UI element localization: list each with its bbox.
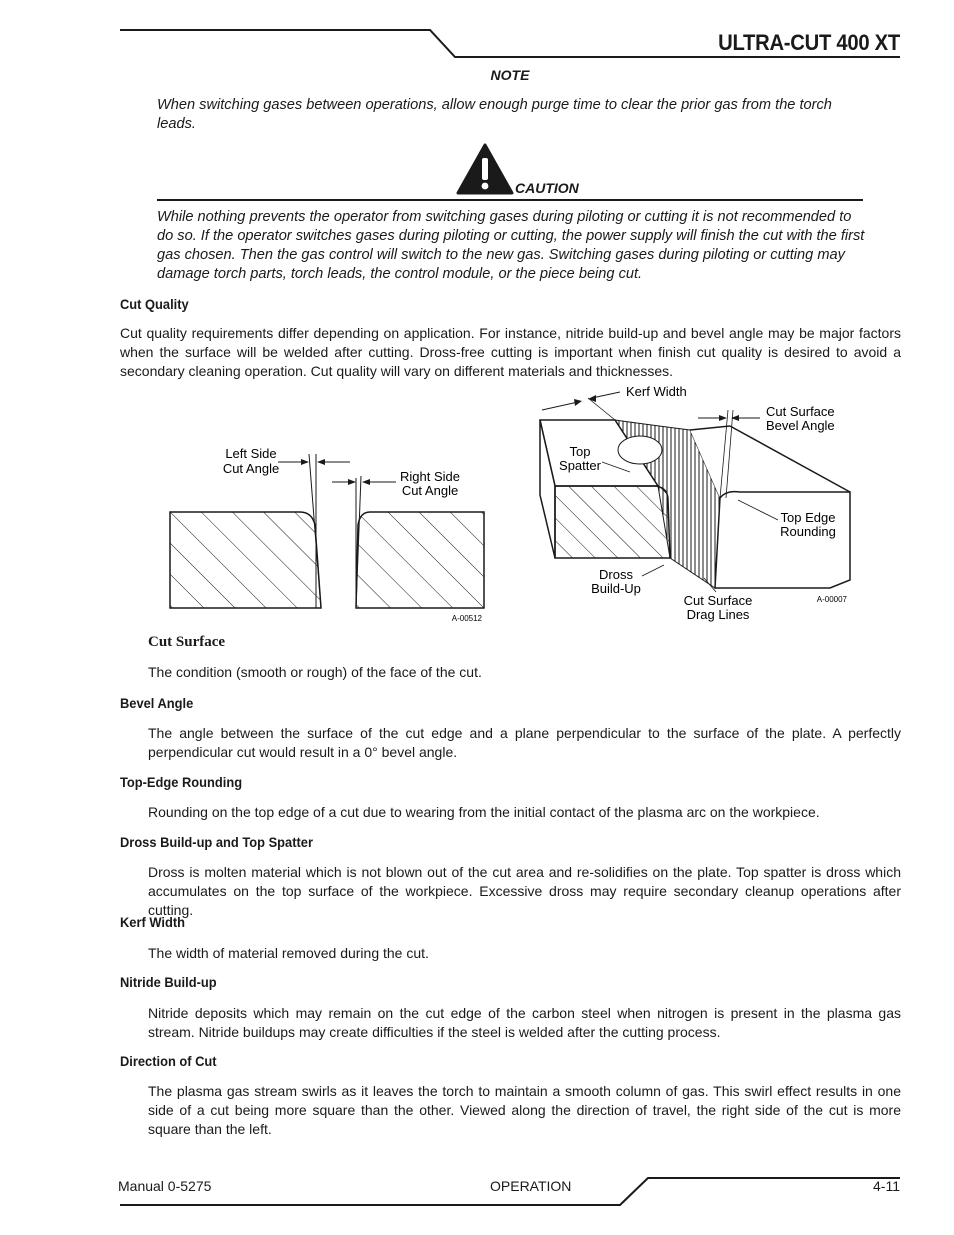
nitride-heading: Nitride Build-up (120, 974, 217, 990)
caution-rule (157, 199, 863, 201)
left-side-label-2: Cut Angle (222, 461, 280, 476)
footer-manual: Manual 0-5275 (118, 1178, 212, 1194)
footer-section: OPERATION (490, 1178, 572, 1194)
right-side-label-2: Cut Angle (401, 483, 459, 498)
cut-quality-heading: Cut Quality (120, 296, 189, 312)
bevel-angle-text: The angle between the surface of the cut edge and a plane perpendicular to the surface of the plate. A perfectly perpendicular cut would result in a 0° bevel angle. (148, 725, 901, 760)
dross-label-2: Build-Up (591, 581, 641, 596)
top-spatter-label-2: Spatter (559, 458, 601, 473)
cut-quality-text: Cut quality requirements differ depending on application. For instance, nitride build-up and bevel angle may be major factors when the surface will be welded after cutting. Dross-free cutting is important when finish cut quality is desired to avoid a secondary cleaning operation. Cut quality will vary on different materials and thicknesses. (120, 325, 901, 379)
kerf-width-label: Kerf Width (626, 384, 687, 399)
top-edge-heading: Top-Edge Rounding (120, 774, 243, 790)
nitride-text: Nitride deposits which may remain on the cut edge of the carbon steel when nitrogen is present in the plasma gas stream. Nitride buildups may create difficulties if the steel is welded after the cutting process. (148, 1005, 901, 1040)
cut-surface-heading: Cut Surface (148, 634, 226, 650)
dross-text: Dross is molten material which is not blown out of the cut area and re-solidifies on the plate. Top spatter is dross which accumulates on the top surface of the workpiece. Excessive dross may require secondary cleanup operations after cutting. (148, 864, 901, 918)
dross-label-1: Dross (599, 567, 633, 582)
warning-icon (456, 143, 514, 195)
bevel-label-2: Bevel Angle (766, 418, 835, 433)
caution-text: While nothing prevents the operator from switching gases during piloting or cutting it is not recommended to do so. If the operator switches gases during piloting or cutting, the power supply will finish the cut with the first gas chosen. Then the gas control will switch to the new gas. Switching gases during piloting or cutting may damage torch parts, torch leads, the control module, or the piece being cut. (157, 209, 865, 282)
left-side-label-1: Left Side (225, 446, 277, 461)
note-text: When switching gases between operations, allow enough purge time to clear the prior gas from the torch leads. (157, 97, 832, 132)
footer-page-number: 4-11 (873, 1178, 900, 1194)
top-edge-label-2: Rounding (780, 524, 836, 539)
figure-left-code: A-00512 (451, 614, 482, 623)
bevel-angle-heading: Bevel Angle (120, 695, 194, 711)
dross-heading: Dross Build-up and Top Spatter (120, 834, 313, 850)
figure-right-code: A-00007 (816, 595, 847, 604)
page-title: ULTRA-CUT 400 XT (718, 30, 900, 55)
kerf-heading: Kerf Width (120, 914, 186, 930)
direction-heading: Direction of Cut (120, 1053, 217, 1069)
top-edge-label-1: Top Edge (780, 510, 836, 525)
right-side-label-1: Right Side (400, 469, 460, 484)
top-spatter-label-1: Top (569, 444, 591, 459)
kerf-text: The width of material removed during the cut. (148, 945, 429, 961)
drag-lines-label-2: Drag Lines (686, 607, 750, 622)
bevel-label-1: Cut Surface (766, 404, 835, 419)
top-edge-text: Rounding on the top edge of a cut due to wearing from the initial contact of the plasma arc on the workpiece. (148, 804, 820, 820)
drag-lines-label-1: Cut Surface (683, 593, 753, 608)
caution-label: CAUTION (515, 180, 579, 196)
cut-surface-figure (530, 380, 860, 630)
note-heading: NOTE (490, 67, 530, 83)
cut-angle-figure (160, 440, 500, 630)
cut-surface-text: The condition (smooth or rough) of the face of the cut. (148, 664, 482, 680)
direction-text: The plasma gas stream swirls as it leaves the torch to maintain a smooth column of gas. This swirl effect results in one side of a cut being more square than the other. Viewed along the direction of travel, the right side of the cut is more square than the left. (148, 1083, 901, 1137)
